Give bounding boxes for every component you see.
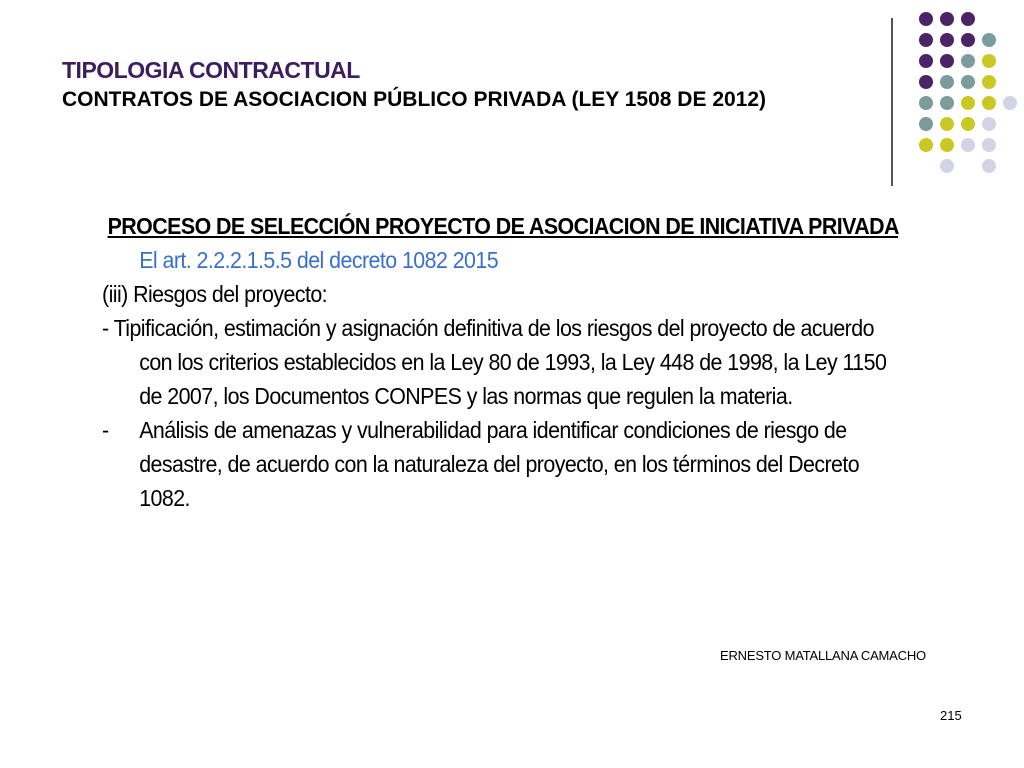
decorative-dot [940,75,954,89]
page-number: 215 [940,708,962,723]
decorative-dot-grid [900,12,1010,167]
author-name: ERNESTO MATALLANA CAMACHO [720,648,926,663]
decorative-dot [919,138,933,152]
decorative-dot [982,96,996,110]
slide-title [62,56,862,115]
decorative-dot [940,159,954,173]
list-item-threat-analysis [102,413,902,515]
decorative-dot [961,96,975,110]
decorative-dot [919,33,933,47]
decorative-dot [919,54,933,68]
risks-subtitle: (iii) Riesgos del proyecto: [102,281,328,307]
decorative-dot [961,138,975,152]
section-heading-paragraph [102,209,902,277]
decorative-dot [982,117,996,131]
decorative-dot [961,117,975,131]
section-heading: PROCESO DE SELECCIÓN PROYECTO DE ASOCIACION DE INICIATIVA PRIVADA [107,213,899,239]
decorative-dot [940,54,954,68]
vertical-divider [891,18,893,186]
decorative-dot [961,54,975,68]
slide-body [102,209,902,515]
decorative-dot [940,12,954,26]
decorative-dot [982,138,996,152]
decorative-dot [982,33,996,47]
decorative-dot [919,12,933,26]
decorative-dot [982,75,996,89]
decorative-dot [1003,96,1017,110]
decorative-dot [919,75,933,89]
decorative-dot [940,117,954,131]
decorative-dot [961,12,975,26]
list-marker: - [102,417,109,443]
decorative-dot [919,117,933,131]
decorative-dot [982,159,996,173]
list-item-risk-typing: - Tipificación, estimación y asignación definitiva de los riesgos del proyecto de acuerdo con los criterios establecidos en la Ley 80 de 1993, la Ley 448 de 1998, la Ley 1150 de 2007, los Documentos CONPES y las normas que regulen la materia. [102,315,887,409]
decree-reference: El art. 2.2.2.1.5.5 del decreto 1082 2015 [139,247,499,273]
list-item-text: Análisis de amenazas y vulnerabilidad para identificar condiciones de riesgo de desastre, de acuerdo con la naturaleza del proyecto, en los términos del Decreto 1082. [139,417,860,511]
decorative-dot [961,75,975,89]
decorative-dot [982,54,996,68]
decorative-dot [940,96,954,110]
decorative-dot [919,96,933,110]
title-line-2: CONTRATOS DE ASOCIACION PÚBLICO PRIVADA (LEY 1508 DE 2012) [62,88,767,111]
decorative-dot [940,138,954,152]
title-line-1: TIPOLOGIA CONTRACTUAL [62,57,360,83]
decorative-dot [940,33,954,47]
decorative-dot [961,33,975,47]
